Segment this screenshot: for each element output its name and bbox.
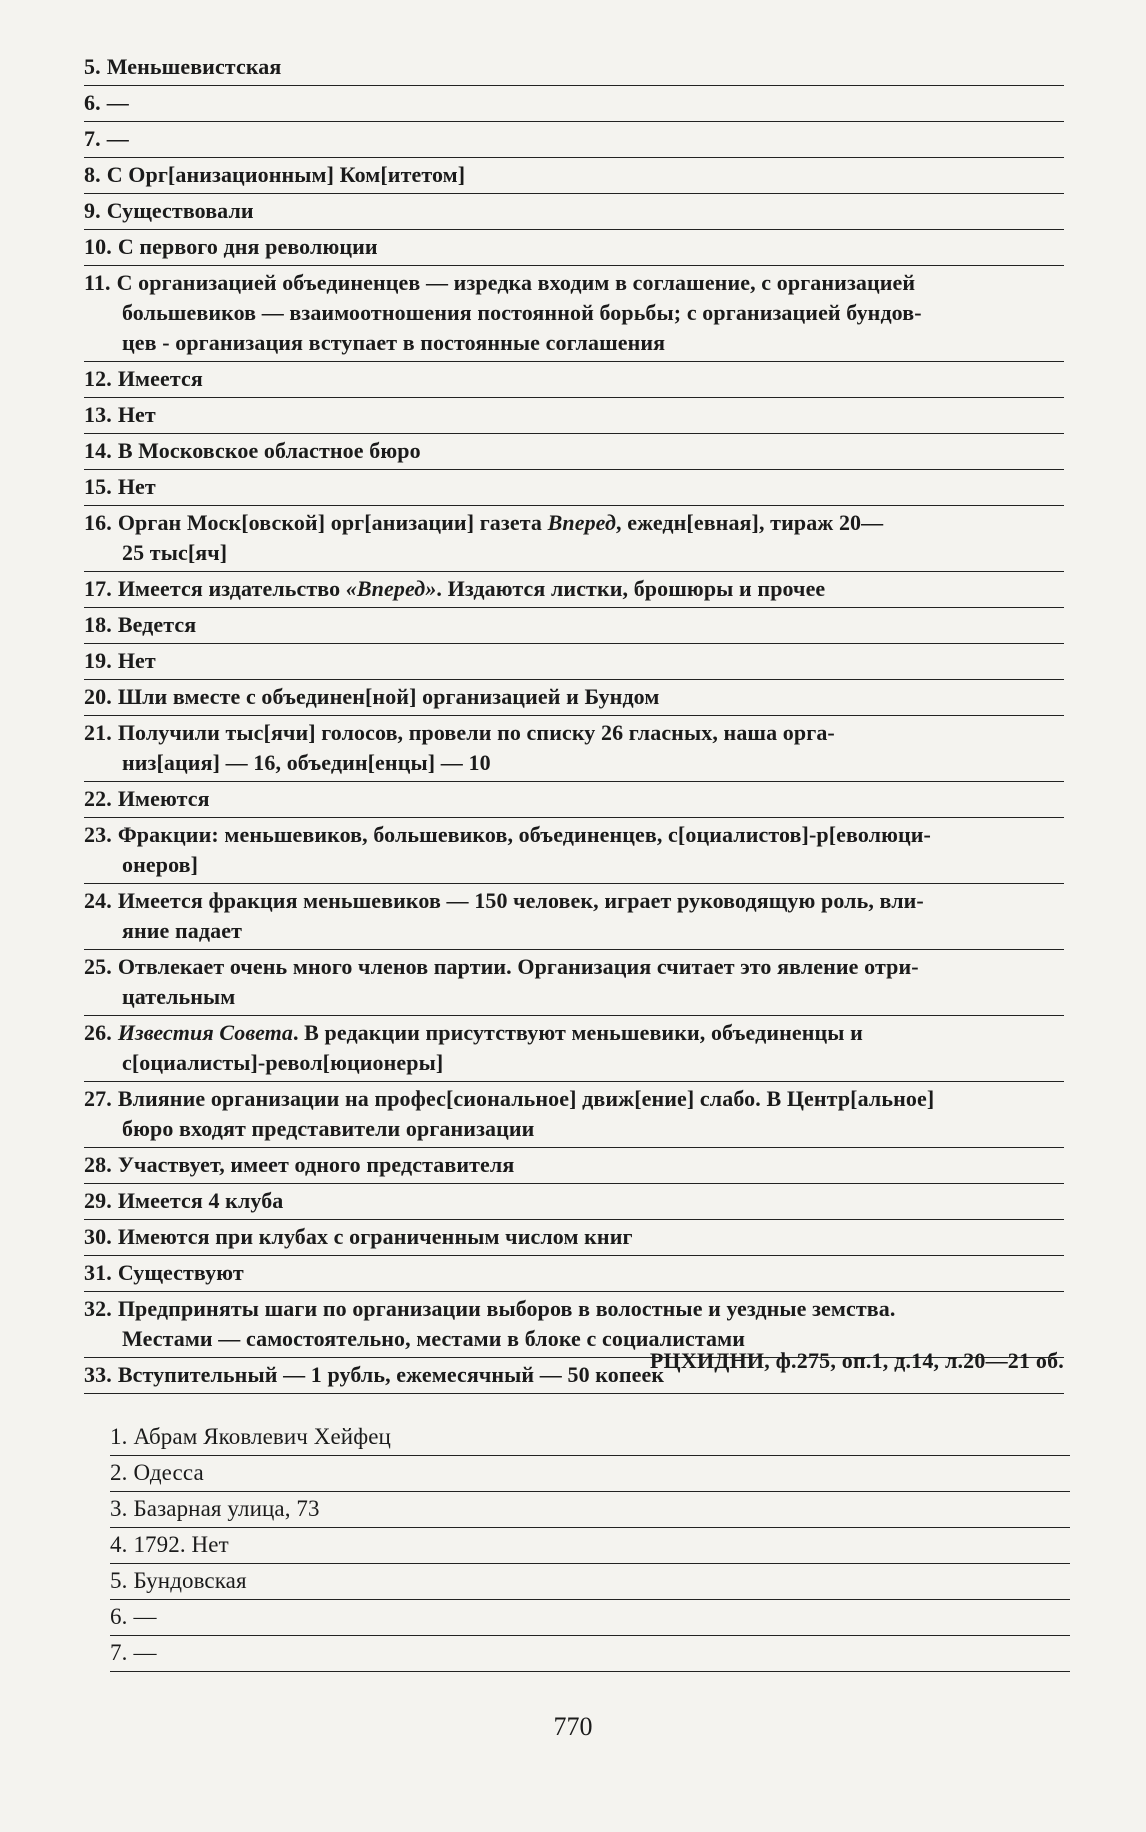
list-item: 22. Имеются [84,782,1064,818]
list-item: 2. Одесса [110,1456,1070,1492]
list-item: 23. Фракции: меньшевиков, большевиков, объединенцев, с[оциалистов]-р[еволюци- онеров] [84,818,1064,884]
list-item: 19. Нет [84,644,1064,680]
list-item: 21. Получили тыс[ячи] голосов, провели по списку 26 гласных, наша орга- низ[ация] — 16, объедин[енцы] — 10 [84,716,1064,782]
list-item: 15. Нет [84,470,1064,506]
list-item: 7. — [110,1636,1070,1672]
list-item: 16. Орган Моск[овской] орг[анизации] газета Вперед, ежедн[евная], тираж 20— 25 тыс[яч] [84,506,1064,572]
page-number: 770 [553,1712,593,1741]
list-item: 5. Меньшевистская [84,50,1064,86]
newspaper-title: Известия Совета [117,1020,293,1045]
list-item: 29. Имеется 4 клуба [84,1184,1064,1220]
list-item: 12. Имеется [84,362,1064,398]
list-item: 33. Вступительный — 1 рубль, ежемесячный — 50 копеек [84,1358,1064,1394]
list-item: 3. Базарная улица, 73 [110,1492,1070,1528]
list-item: 4. 1792. Нет [110,1528,1070,1564]
questionnaire-answers-list [84,50,1064,1394]
list-item: 26. Известия Совета. В редакции присутствуют меньшевики, объединенцы и с[оциалисты]-револ[юционеры] [84,1016,1064,1082]
list-item: 5. Бундовская [110,1564,1070,1600]
list-item: 17. Имеется издательство «Вперед». Издаются листки, брошюры и прочее [84,572,1064,608]
newspaper-title: Вперед [547,510,616,535]
list-item: 7. — [84,122,1064,158]
list-item: 30. Имеются при клубах с ограниченным числом книг [84,1220,1064,1256]
list-item: 27. Влияние организации на профес[сиональное] движ[ение] слабо. В Центр[альное] бюро входят представители организации [84,1082,1064,1148]
archive-source-reference: РЦХИДНИ, ф.275, оп.1, д.14, л.20—21 об. [649,1348,1064,1373]
list-item: 1. Абрам Яковлевич Хейфец [110,1420,1070,1456]
second-questionnaire-list [110,1420,1070,1672]
list-item: 13. Нет [84,398,1064,434]
list-item: 6. — [110,1600,1070,1636]
publisher-title: «Вперед» [345,576,437,601]
list-item: 8. С Орг[анизационным] Ком[итетом] [84,158,1064,194]
list-item: 31. Существуют [84,1256,1064,1292]
list-item: 28. Участвует, имеет одного представителя [84,1148,1064,1184]
list-item: 18. Ведется [84,608,1064,644]
list-item: 25. Отвлекает очень много членов партии. Организация считает это явление отри- цательным [84,950,1064,1016]
list-item: 9. Существовали [84,194,1064,230]
list-item: 32. Предприняты шаги по организации выборов в волостные и уездные земства. Местами — самостоятельно, местами в блоке с социалистами [84,1292,1064,1358]
list-item: 11. С организацией объединенцев — изредка входим в соглашение, с организацией большевиков — взаимоотношения постоянной борьбы; с организацией бундов- цев - организация вступает в постоянные соглашения [84,266,1064,362]
list-item: 14. В Московское областное бюро [84,434,1064,470]
list-item: 6. — [84,86,1064,122]
list-item: 20. Шли вместе с объединен[ной] организацией и Бундом [84,680,1064,716]
list-item: 10. С первого дня революции [84,230,1064,266]
list-item: 24. Имеется фракция меньшевиков — 150 человек, играет руководящую роль, вли- яние падает [84,884,1064,950]
